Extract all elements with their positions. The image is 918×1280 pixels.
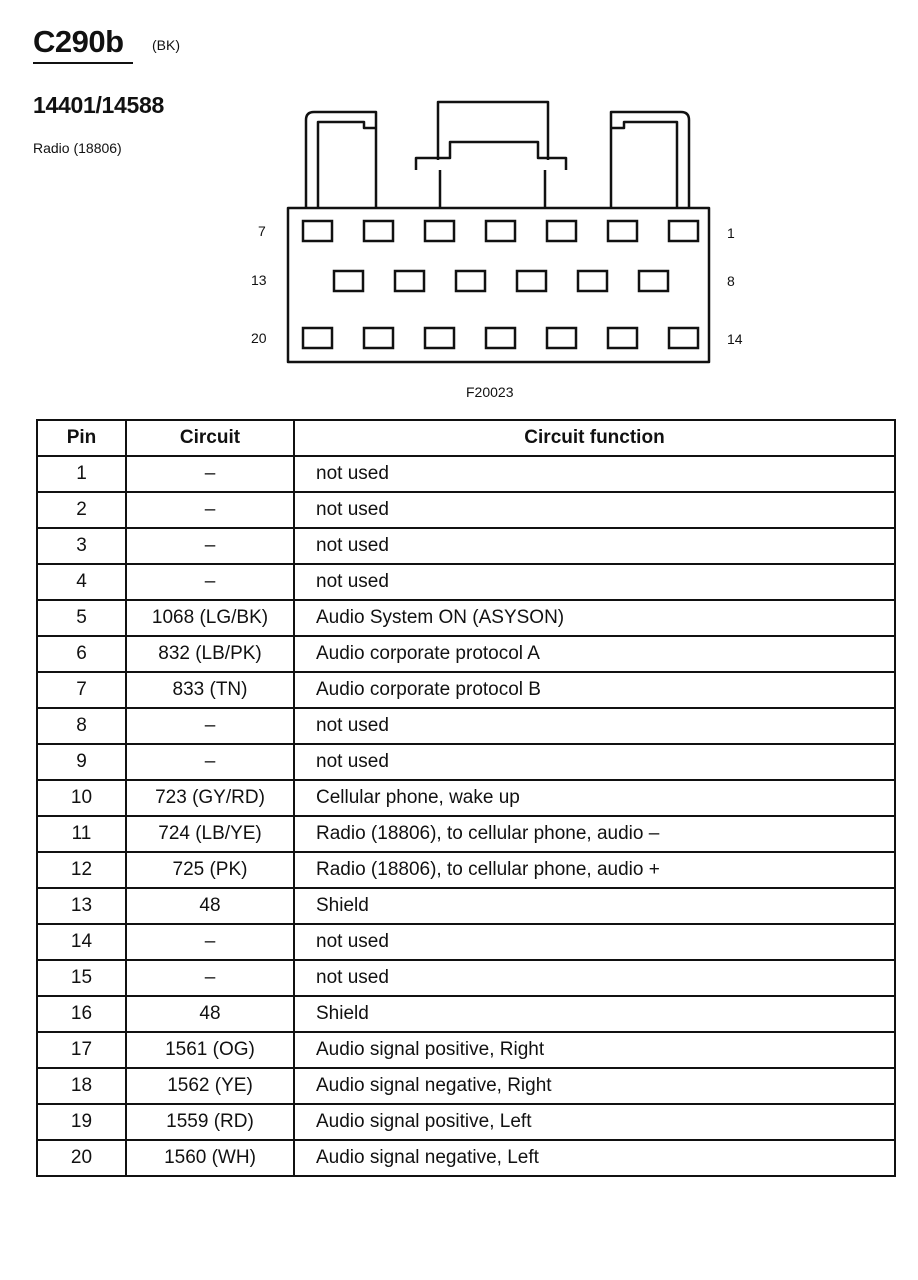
pin-cell: 1 [37,456,126,492]
table-row [37,636,895,672]
table-row [37,1068,895,1104]
circuit-cell: 1068 (LG/BK) [126,600,294,636]
function-cell: not used [294,492,895,528]
table-header-row [37,420,895,456]
function-cell: Audio signal positive, Left [294,1104,895,1140]
function-cell: Audio signal negative, Left [294,1140,895,1176]
table-row [37,492,895,528]
pin-cell: 8 [37,708,126,744]
table-row [37,672,895,708]
circuit-cell: 723 (GY/RD) [126,780,294,816]
connector-face-diagram [0,0,918,420]
function-cell: not used [294,456,895,492]
pin-cell: 19 [37,1104,126,1140]
connector-id: C290b [33,24,124,59]
pinout-table [36,419,896,1177]
pin-cell: 15 [37,960,126,996]
function-cell: Radio (18806), to cellular phone, audio + [294,852,895,888]
circuit-cell: – [126,492,294,528]
pin-cavities [303,221,698,348]
table-row [37,852,895,888]
table-row [37,1104,895,1140]
circuit-cell: – [126,924,294,960]
pin-label-row1-left: 7 [258,223,266,239]
pin-cavity [608,221,637,241]
table-row [37,996,895,1032]
circuit-cell: 724 (LB/YE) [126,816,294,852]
circuit-cell: 833 (TN) [126,672,294,708]
pin-cavity [364,221,393,241]
header-pin: Pin [37,420,126,456]
pin-cavity [639,271,668,291]
pin-label-row3-right: 14 [727,331,743,347]
function-cell: Audio corporate protocol A [294,636,895,672]
pin-cavity [547,221,576,241]
pin-cavity [395,271,424,291]
table-row [37,564,895,600]
table-row [37,924,895,960]
pin-label-row3-left: 20 [251,330,267,346]
circuit-cell: 1559 (RD) [126,1104,294,1140]
pin-cell: 11 [37,816,126,852]
pin-cavity [334,271,363,291]
table-row [37,708,895,744]
header-circuit-function: Circuit function [294,420,895,456]
pin-label-row2-right: 8 [727,273,735,289]
function-cell: Radio (18806), to cellular phone, audio – [294,816,895,852]
function-cell: not used [294,744,895,780]
circuit-cell: 1560 (WH) [126,1140,294,1176]
circuit-cell: – [126,744,294,780]
pin-cavity [364,328,393,348]
pin-cell: 4 [37,564,126,600]
pin-cavity [578,271,607,291]
function-cell: Audio signal positive, Right [294,1032,895,1068]
pin-cell: 7 [37,672,126,708]
circuit-cell: 48 [126,888,294,924]
function-cell: not used [294,708,895,744]
figure-id: F20023 [466,384,514,400]
function-cell: Audio signal negative, Right [294,1068,895,1104]
pin-cell: 6 [37,636,126,672]
connector-outline [288,102,709,362]
table-row [37,456,895,492]
pin-cavity [425,221,454,241]
circuit-cell: – [126,708,294,744]
pin-cell: 20 [37,1140,126,1176]
function-cell: not used [294,528,895,564]
circuit-cell: 832 (LB/PK) [126,636,294,672]
table-row [37,1032,895,1068]
pin-cavity [669,221,698,241]
pin-label-row1-right: 1 [727,225,735,241]
table-row [37,744,895,780]
table-row [37,780,895,816]
table-row [37,960,895,996]
pin-cavity [303,328,332,348]
pin-cavity [517,271,546,291]
pin-label-row2-left: 13 [251,272,267,288]
pin-cell: 2 [37,492,126,528]
pin-cavity [486,221,515,241]
circuit-cell: – [126,456,294,492]
pin-cavity [303,221,332,241]
header-circuit: Circuit [126,420,294,456]
pin-cell: 14 [37,924,126,960]
pin-cell: 5 [37,600,126,636]
pin-cell: 10 [37,780,126,816]
pin-cavity [608,328,637,348]
component-name: Radio (18806) [33,140,122,156]
part-number: 14401/14588 [33,92,165,118]
pin-cell: 16 [37,996,126,1032]
pin-cell: 3 [37,528,126,564]
circuit-cell: – [126,564,294,600]
table-row [37,600,895,636]
circuit-cell: – [126,528,294,564]
function-cell: Audio System ON (ASYSON) [294,600,895,636]
pin-cavity [486,328,515,348]
pin-cell: 17 [37,1032,126,1068]
pin-cell: 9 [37,744,126,780]
function-cell: Shield [294,888,895,924]
function-cell: Audio corporate protocol B [294,672,895,708]
table-row [37,1140,895,1176]
table-row [37,816,895,852]
function-cell: not used [294,924,895,960]
circuit-cell: 1562 (YE) [126,1068,294,1104]
pin-cell: 13 [37,888,126,924]
circuit-cell: 725 (PK) [126,852,294,888]
function-cell: not used [294,564,895,600]
pin-cavity [669,328,698,348]
pin-cavity [456,271,485,291]
table-row [37,528,895,564]
circuit-cell: 48 [126,996,294,1032]
pin-cell: 12 [37,852,126,888]
circuit-cell: – [126,960,294,996]
table-row [37,888,895,924]
function-cell: Cellular phone, wake up [294,780,895,816]
pin-cell: 18 [37,1068,126,1104]
pin-cavity [425,328,454,348]
connector-color: (BK) [152,37,180,53]
pin-cavity [547,328,576,348]
function-cell: Shield [294,996,895,1032]
function-cell: not used [294,960,895,996]
circuit-cell: 1561 (OG) [126,1032,294,1068]
